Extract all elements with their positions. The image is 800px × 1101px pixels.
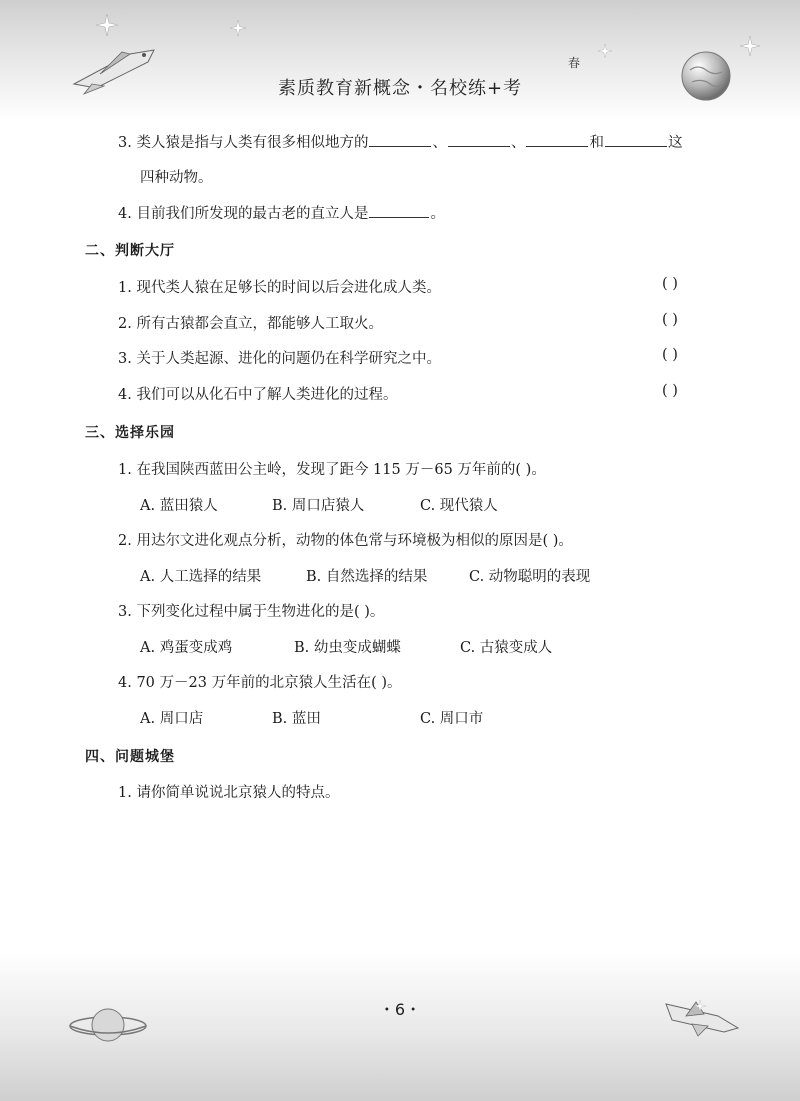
star-icon	[230, 20, 246, 36]
answer-blank[interactable]	[369, 203, 429, 218]
choice-option-a[interactable]: A. 鸡蛋变成鸡	[140, 640, 233, 656]
answer-blank[interactable]	[605, 132, 667, 147]
choice-option-b[interactable]: B. 自然选择的结果	[306, 569, 428, 585]
answer-blank[interactable]	[526, 132, 588, 147]
section-title-questions: 四、问题城堡	[85, 749, 175, 765]
judgment-item: 3. 关于人类起源、进化的问题仍在科学研究之中。	[118, 351, 441, 367]
fill-blank-question-continued: 四种动物。	[140, 170, 213, 186]
answer-blank[interactable]	[448, 132, 510, 147]
section-title-judgment: 二、判断大厅	[85, 243, 175, 259]
section-title-choice: 三、选择乐园	[85, 425, 175, 441]
choice-option-b[interactable]: B. 幼虫变成蝴蝶	[294, 640, 401, 656]
star-icon	[96, 14, 118, 36]
answer-paren[interactable]: ( )	[662, 312, 678, 328]
season-label: 春	[568, 56, 581, 70]
choice-option-c[interactable]: C. 周口市	[420, 711, 484, 727]
answer-paren[interactable]: ( )	[662, 276, 678, 292]
star-icon	[598, 44, 612, 58]
answer-paren[interactable]: ( )	[662, 347, 678, 363]
answer-paren[interactable]: ( )	[662, 383, 678, 399]
judgment-item: 2. 所有古猿都会直立，都能够人工取火。	[118, 316, 383, 332]
judgment-item: 1. 现代类人猿在足够长的时间以后会进化成人类。	[118, 280, 441, 296]
fill-blank-question: 4. 目前我们所发现的最古老的直立人是 。	[118, 202, 445, 223]
choice-question: 4. 70 万－23 万年前的北京猿人生活在( )。	[118, 675, 402, 691]
answer-blank[interactable]	[369, 132, 431, 147]
choice-option-a[interactable]: A. 人工选择的结果	[140, 569, 262, 585]
page-number: ・6・	[378, 1000, 422, 1019]
choice-option-b[interactable]: B. 周口店猿人	[272, 498, 365, 514]
fill-blank-question: 3. 类人猿是指与人类有很多相似地方的 、 、 和 这	[118, 131, 682, 152]
page-header-title: 素质教育新概念・名校练+考	[277, 78, 523, 99]
choice-option-a[interactable]: A. 蓝田猿人	[140, 498, 218, 514]
judgment-item: 4. 我们可以从化石中了解人类进化的过程。	[118, 387, 398, 403]
open-question: 1. 请你简单说说北京猿人的特点。	[118, 785, 340, 801]
choice-option-b[interactable]: B. 蓝田	[272, 711, 321, 727]
choice-question: 1. 在我国陕西蓝田公主岭，发现了距今 115 万－65 万年前的( )。	[118, 462, 546, 478]
choice-question: 3. 下列变化过程中属于生物进化的是( )。	[118, 604, 385, 620]
choice-option-c[interactable]: C. 古猿变成人	[460, 640, 553, 656]
choice-option-c[interactable]: C. 现代猿人	[420, 498, 498, 514]
star-icon	[740, 36, 760, 56]
choice-option-c[interactable]: C. 动物聪明的表现	[469, 569, 591, 585]
choice-question: 2. 用达尔文进化观点分析，动物的体色常与环境极为相似的原因是( )。	[118, 533, 573, 549]
choice-option-a[interactable]: A. 周口店	[140, 711, 204, 727]
